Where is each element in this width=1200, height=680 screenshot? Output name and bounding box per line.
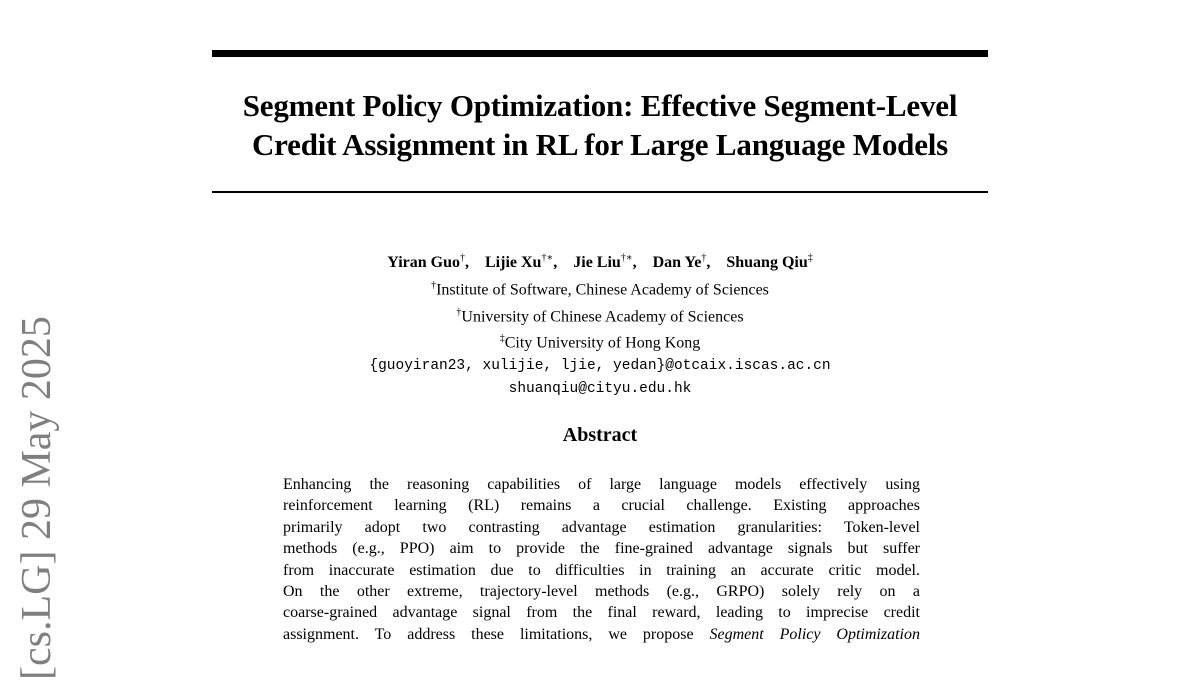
affiliation-iscas: †Institute of Software, Chinese Academy of Sciences (431, 279, 769, 299)
abstract-line: coarse-grained advantage signal from the final reward, leading to imprecise credit (283, 604, 920, 622)
abstract-line: primarily adopt two contrasting advantage estimation granularities: Token-level (283, 518, 920, 536)
abstract-line-last: assignment. To address these limitations, we propose Segment Policy Optimization (283, 625, 920, 643)
author-xu: Lijie Xu†∗, (485, 253, 558, 272)
title-line-2: Credit Assignment in RL for Large Language Models (251, 127, 949, 162)
method-name-emphasis: Segment Policy Optimization (709, 625, 920, 643)
author-block (212, 248, 988, 400)
title-top-rule (212, 50, 988, 57)
author-ye: Dan Ye†, (652, 253, 711, 272)
affiliation-cityu: ‡City University of Hong Kong (499, 333, 701, 352)
paper-title (212, 86, 988, 164)
title-bottom-rule (212, 191, 988, 193)
abstract-body (283, 474, 920, 645)
abstract-line: methods (e.g., PPO) aim to provide the fine-grained advantage signals but suffer (283, 540, 920, 558)
abstract-heading: Abstract (562, 424, 638, 446)
arxiv-side-stamp: [cs.LG] 29 May 2025 (14, 316, 60, 680)
email-cityu: shuanqiu@cityu.edu.hk (508, 380, 692, 397)
title-line-1: Segment Policy Optimization: Effective Segment-Level (242, 88, 958, 123)
affiliation-ucas: †University of Chinese Academy of Sciences (456, 306, 744, 325)
abstract-line: On the other extreme, trajectory-level methods (e.g., GRPO) solely rely on a (283, 583, 920, 601)
abstract-line: reinforcement learning (RL) remains a crucial challenge. Existing approaches (283, 497, 920, 515)
author-qiu: Shuang Qiu‡ (726, 253, 813, 272)
author-guo: Yiran Guo†, (387, 253, 469, 272)
abstract-line: from inaccurate estimation due to difficulties in training an accurate critic model. (283, 561, 920, 579)
email-iscas: {guoyiran23, xulijie, ljie, yedan}@otcaix.iscas.ac.cn (369, 358, 831, 375)
abstract-line: Enhancing the reasoning capabilities of large language models effectively using (283, 476, 920, 493)
author-list (212, 248, 988, 275)
author-liu: Jie Liu†∗, (573, 253, 637, 272)
